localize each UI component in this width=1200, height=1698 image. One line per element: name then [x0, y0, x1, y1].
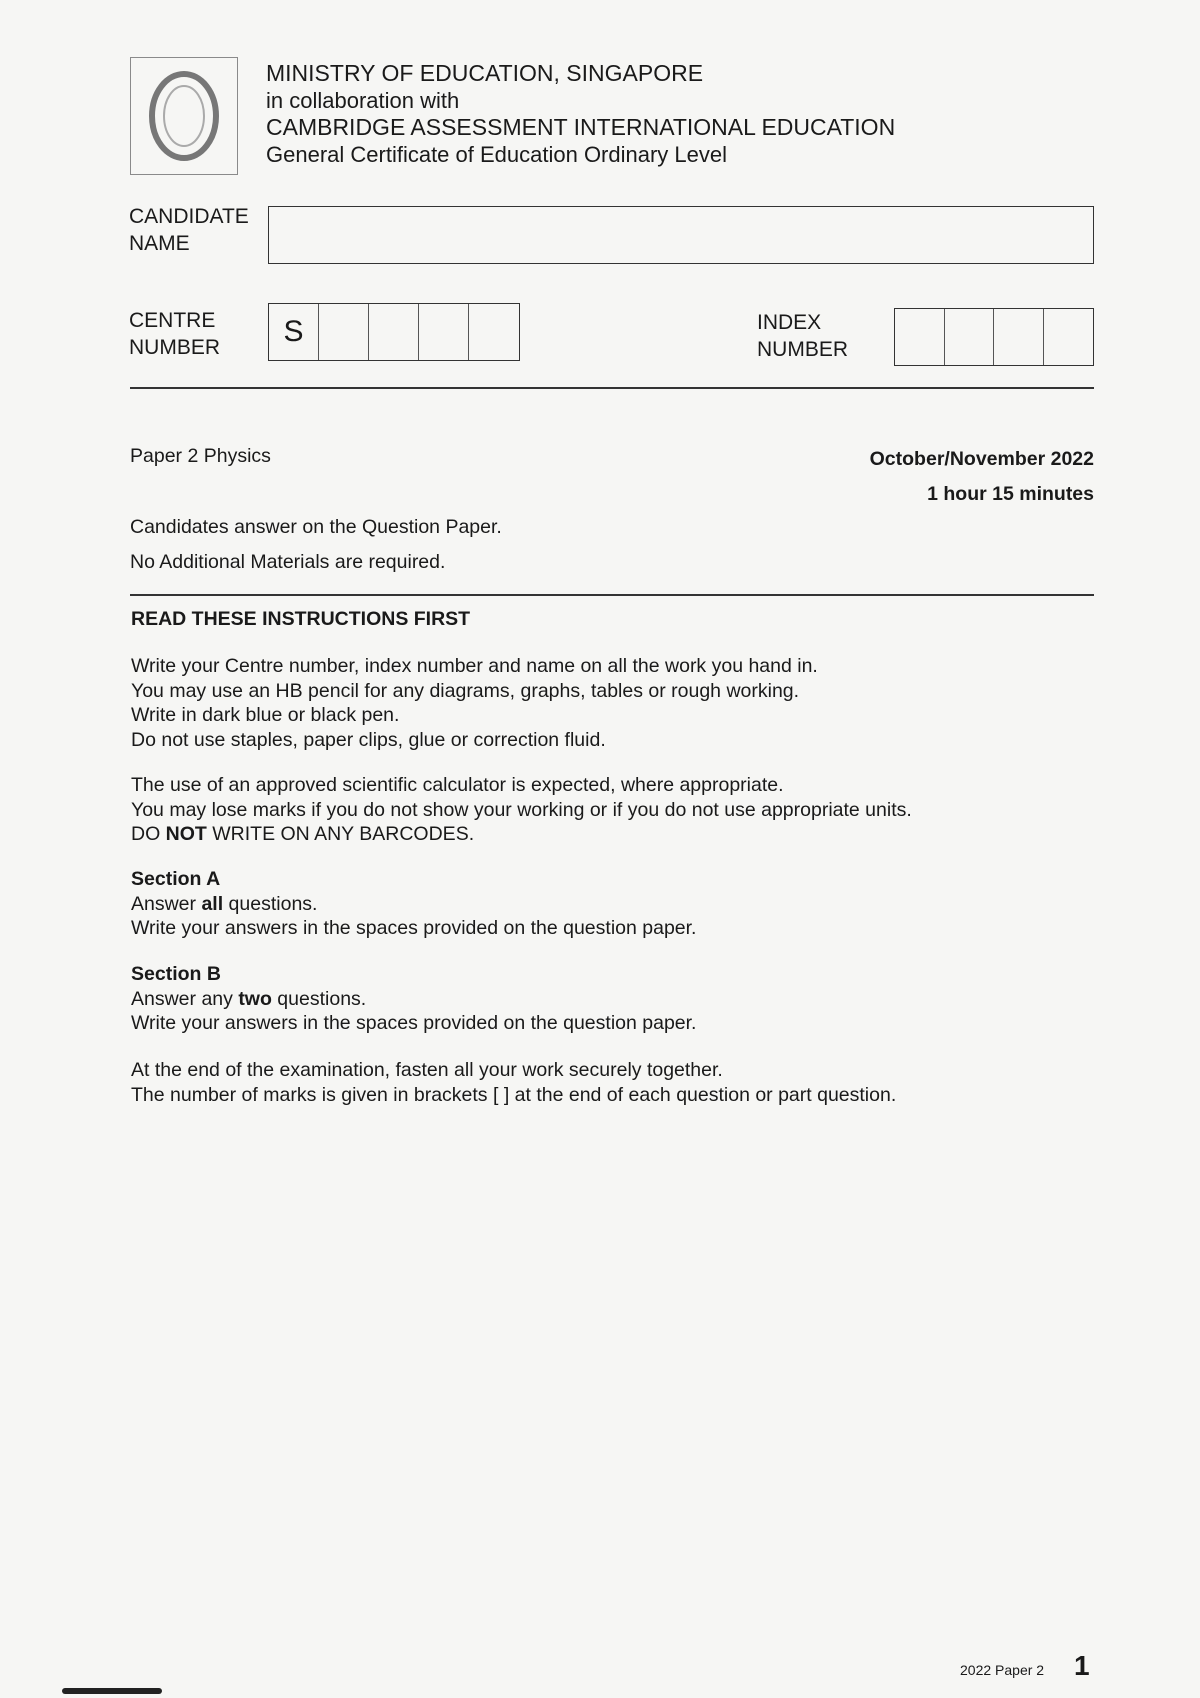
candidate-name-field[interactable]: [268, 206, 1094, 264]
ministry-line: MINISTRY OF EDUCATION, SINGAPORE: [266, 60, 704, 86]
o-level-logo: [130, 57, 238, 175]
centre-cell[interactable]: [419, 304, 469, 360]
instructions-paragraph-2: The use of an approved scientific calculator is expected, where appropriate. You may lose marks if you do not show your working or if you do not use appropriate units. DO NOT WRITE ON ANY BARCODES.: [131, 774, 912, 845]
divider: [130, 387, 1094, 389]
index-cell[interactable]: [945, 309, 995, 365]
centre-cell: S: [269, 304, 319, 360]
materials-note: No Additional Materials are required.: [130, 551, 446, 573]
instructions-heading: READ THESE INSTRUCTIONS FIRST: [131, 608, 471, 630]
scan-edge-mark: [62, 1688, 162, 1694]
paper-title: Paper 2 Physics: [130, 445, 271, 467]
centre-number-field[interactable]: [268, 303, 520, 361]
instructions-paragraph-1: Write your Centre number, index number and name on all the work you hand in. You may use an HB pencil for any diagrams, graphs, tables or rough working. Write in dark blue or black pen. Do not use staples, paper clips, glue or correction fluid.: [131, 655, 818, 751]
index-cell[interactable]: [1044, 309, 1094, 365]
section-a-instructions: Section A Answer all questions. Write your answers in the spaces provided on the question paper.: [131, 868, 697, 939]
o-letter-logo-icon: [142, 66, 226, 166]
centre-cell[interactable]: [469, 304, 519, 360]
centre-number-label: CENTRE NUMBER: [129, 309, 221, 359]
collaboration-line: in collaboration with: [266, 88, 460, 113]
exam-duration: 1 hour 15 minutes: [927, 483, 1094, 505]
section-b-instructions: Section B Answer any two questions. Write your answers in the spaces provided on the question paper.: [131, 963, 697, 1034]
centre-cell[interactable]: [369, 304, 419, 360]
barcode-warning: DO NOT WRITE ON ANY BARCODES.: [131, 823, 475, 845]
index-number-field[interactable]: [894, 308, 1094, 366]
answer-note: Candidates answer on the Question Paper.: [130, 516, 502, 538]
certificate-line: General Certificate of Education Ordinary Level: [266, 142, 728, 167]
exam-session: October/November 2022: [869, 448, 1094, 470]
cambridge-line: CAMBRIDGE ASSESSMENT INTERNATIONAL EDUCATION: [266, 114, 896, 140]
index-cell[interactable]: [895, 309, 945, 365]
candidate-name-label: CANDIDATE NAME: [129, 205, 249, 255]
centre-cell[interactable]: [319, 304, 369, 360]
header-block: [266, 60, 895, 168]
divider: [130, 594, 1094, 596]
footer-reference: 2022 Paper 2: [960, 1662, 1045, 1678]
end-instructions: At the end of the examination, fasten all your work securely together. The number of marks is given in brackets [ ] at the end of each question or part question.: [131, 1059, 897, 1106]
page-number: 1: [1074, 1650, 1090, 1681]
index-number-label: INDEX NUMBER: [757, 311, 849, 361]
index-cell[interactable]: [994, 309, 1044, 365]
